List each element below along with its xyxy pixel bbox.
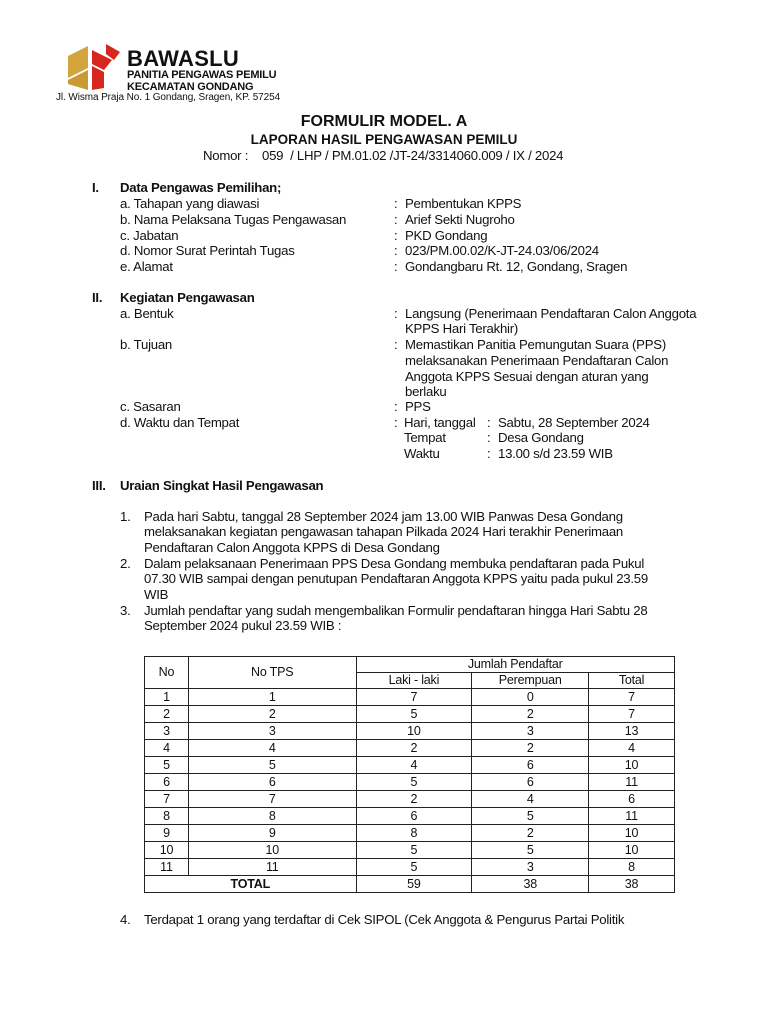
cell: 5: [472, 808, 589, 825]
cell: 6: [356, 808, 472, 825]
sasaran-label: c. Sasaran: [120, 399, 181, 414]
item-number: 4.: [120, 912, 131, 927]
org-unit: PANITIA PENGAWAS PEMILU: [127, 69, 277, 81]
cell: 5: [356, 842, 472, 859]
report-title: LAPORAN HASIL PENGAWASAN PEMILU: [250, 132, 518, 147]
cell: 4: [188, 740, 356, 757]
item-line: melaksanakan kegiatan pengawasan tahapan Pilkada 2024 Hari terakhir Penerimaan: [144, 524, 624, 539]
header-male: Laki - laki: [356, 673, 472, 689]
cell: 5: [472, 842, 589, 859]
cell: 10: [589, 757, 675, 774]
waktu-sub-label: Hari, tanggal: [404, 415, 476, 430]
item-number: 3.: [120, 603, 131, 618]
colon: :: [394, 399, 398, 414]
item-line: Pada hari Sabtu, tanggal 28 September 2024 jam 13.00 WIB Panwas Desa Gondang: [144, 509, 623, 524]
section1-heading: Data Pengawas Pemilihan;: [120, 180, 282, 195]
waktu-sub-value: 13.00 s/d 23.59 WIB: [498, 446, 613, 461]
cell: 2: [472, 706, 589, 723]
cell: 8: [589, 859, 675, 876]
table-row: [145, 859, 675, 876]
waktu-sub-value: Sabtu, 28 September 2024: [498, 415, 650, 430]
field-label: e. Alamat: [120, 259, 173, 274]
cell: 5: [356, 706, 472, 723]
cell: 3: [145, 723, 189, 740]
field-label: a. Tahapan yang diawasi: [120, 196, 260, 211]
colon: :: [394, 415, 398, 430]
item-line: September 2024 pukul 23.59 WIB :: [144, 618, 342, 633]
total-total: 38: [589, 876, 675, 893]
item-line: Dalam pelaksanaan Penerimaan PPS Desa Gondang membuka pendaftaran pada Pukul: [144, 556, 645, 571]
cell: 8: [188, 808, 356, 825]
cell: 6: [589, 791, 675, 808]
bentuk-label: a. Bentuk: [120, 306, 174, 321]
cell: 7: [589, 689, 675, 706]
cell: 11: [589, 808, 675, 825]
section2-heading: Kegiatan Pengawasan: [120, 290, 255, 305]
header-female: Perempuan: [472, 673, 589, 689]
total-row: [145, 876, 675, 893]
item-line: Jumlah pendaftar yang sudah mengembalikan Formulir pendaftaran hingga Hari Sabtu 28: [144, 603, 648, 618]
cell: 6: [188, 774, 356, 791]
tujuan-line: Anggota KPPS Sesuai dengan aturan yang: [405, 369, 649, 384]
logo: [66, 40, 122, 92]
cell: 4: [145, 740, 189, 757]
cell: 0: [472, 689, 589, 706]
total-label: TOTAL: [145, 876, 357, 893]
header-no: No: [145, 657, 189, 689]
bawaslu-logo-icon: [66, 40, 122, 92]
cell: 9: [145, 825, 189, 842]
cell: 5: [188, 757, 356, 774]
cell: 2: [356, 740, 472, 757]
cell: 4: [472, 791, 589, 808]
section2-number: II.: [92, 290, 103, 305]
field-label: c. Jabatan: [120, 228, 179, 243]
cell: 7: [145, 791, 189, 808]
cell: 8: [145, 808, 189, 825]
cell: 7: [356, 689, 472, 706]
tujuan-label: b. Tujuan: [120, 337, 173, 352]
tujuan-line: Memastikan Panitia Pemungutan Suara (PPS): [405, 337, 666, 352]
waktu-sub-label: Tempat: [404, 430, 446, 445]
registrant-table: [144, 656, 675, 893]
cell: 5: [356, 859, 472, 876]
cell: 5: [356, 774, 472, 791]
table-row: [145, 808, 675, 825]
cell: 2: [356, 791, 472, 808]
item-line: 07.30 WIB sampai dengan penutupan Pendaftaran Anggota KPPS yaitu pada pukul 23.59: [144, 571, 648, 586]
colon: :: [487, 430, 491, 445]
cell: 10: [589, 842, 675, 859]
field-value: Gondangbaru Rt. 12, Gondang, Sragen: [405, 259, 628, 274]
waktu-label: d. Waktu dan Tempat: [120, 415, 240, 430]
table-row: [145, 774, 675, 791]
item-line: WIB: [144, 587, 169, 602]
colon: :: [487, 446, 491, 461]
cell: 6: [472, 757, 589, 774]
sasaran-value: PPS: [405, 399, 431, 414]
field-value: Arief Sekti Nugroho: [405, 212, 515, 227]
colon: :: [394, 228, 398, 243]
table-row: [145, 740, 675, 757]
colon: :: [394, 337, 398, 352]
colon: :: [487, 415, 491, 430]
total-female: 38: [472, 876, 589, 893]
cell: 3: [188, 723, 356, 740]
colon: :: [394, 243, 398, 258]
cell: 13: [589, 723, 675, 740]
colon: :: [394, 212, 398, 227]
cell: 3: [472, 723, 589, 740]
number-value: 059 / LHP / PM.01.02 /JT-24/3314060.009 / IX / 2024: [262, 148, 564, 163]
cell: 4: [356, 757, 472, 774]
total-male: 59: [356, 876, 472, 893]
cell: 1: [188, 689, 356, 706]
section1-number: I.: [92, 180, 99, 195]
cell: 11: [188, 859, 356, 876]
table-row: [145, 825, 675, 842]
cell: 11: [145, 859, 189, 876]
waktu-sub-label: Waktu: [404, 446, 440, 461]
cell: 11: [589, 774, 675, 791]
cell: 2: [188, 706, 356, 723]
table-row: [145, 757, 675, 774]
cell: 6: [472, 774, 589, 791]
header-tps: No TPS: [188, 657, 356, 689]
colon: :: [394, 306, 398, 321]
cell: 1: [145, 689, 189, 706]
cell: 4: [589, 740, 675, 757]
table-row: [145, 689, 675, 706]
number-label: Nomor :: [203, 148, 249, 163]
colon: :: [394, 196, 398, 211]
item-number: 2.: [120, 556, 131, 571]
field-label: b. Nama Pelaksana Tugas Pengawasan: [120, 212, 347, 227]
org-address: Jl. Wisma Praja No. 1 Gondang, Sragen, KP. 57254: [56, 92, 281, 103]
cell: 10: [188, 842, 356, 859]
tujuan-line: melaksanakan Penerimaan Pendaftaran Calon: [405, 353, 669, 368]
bentuk-line: Langsung (Penerimaan Pendaftaran Calon Anggota: [405, 306, 697, 321]
header-total: Total: [589, 673, 675, 689]
cell: 7: [589, 706, 675, 723]
item-line: Terdapat 1 orang yang terdaftar di Cek SIPOL (Cek Anggota & Pengurus Partai Politik: [144, 912, 625, 927]
cell: 6: [145, 774, 189, 791]
form-title: FORMULIR MODEL. A: [300, 113, 468, 130]
cell: 8: [356, 825, 472, 842]
header-group: Jumlah Pendaftar: [356, 657, 674, 673]
section3-heading: Uraian Singkat Hasil Pengawasan: [120, 478, 324, 493]
org-district: KECAMATAN GONDANG: [127, 81, 254, 93]
org-name: BAWASLU: [127, 46, 240, 71]
tujuan-line: berlaku: [405, 384, 447, 399]
cell: 2: [472, 825, 589, 842]
cell: 2: [145, 706, 189, 723]
bentuk-line: KPPS Hari Terakhir): [405, 321, 518, 336]
cell: 10: [589, 825, 675, 842]
waktu-sub-value: Desa Gondang: [498, 430, 584, 445]
colon: :: [394, 259, 398, 274]
table-row: [145, 723, 675, 740]
cell: 2: [472, 740, 589, 757]
table-row: [145, 791, 675, 808]
cell: 10: [145, 842, 189, 859]
table-row: [145, 842, 675, 859]
field-value: PKD Gondang: [405, 228, 488, 243]
cell: 5: [145, 757, 189, 774]
field-value: 023/PM.00.02/K-JT-24.03/06/2024: [405, 243, 599, 258]
field-label: d. Nomor Surat Perintah Tugas: [120, 243, 295, 258]
item-number: 1.: [120, 509, 131, 524]
field-value: Pembentukan KPPS: [405, 196, 522, 211]
item-line: Pendaftaran Calon Anggota KPPS di Desa Gondang: [144, 540, 440, 555]
cell: 9: [188, 825, 356, 842]
cell: 7: [188, 791, 356, 808]
section3-number: III.: [92, 478, 106, 493]
cell: 3: [472, 859, 589, 876]
table-row: [145, 706, 675, 723]
cell: 10: [356, 723, 472, 740]
